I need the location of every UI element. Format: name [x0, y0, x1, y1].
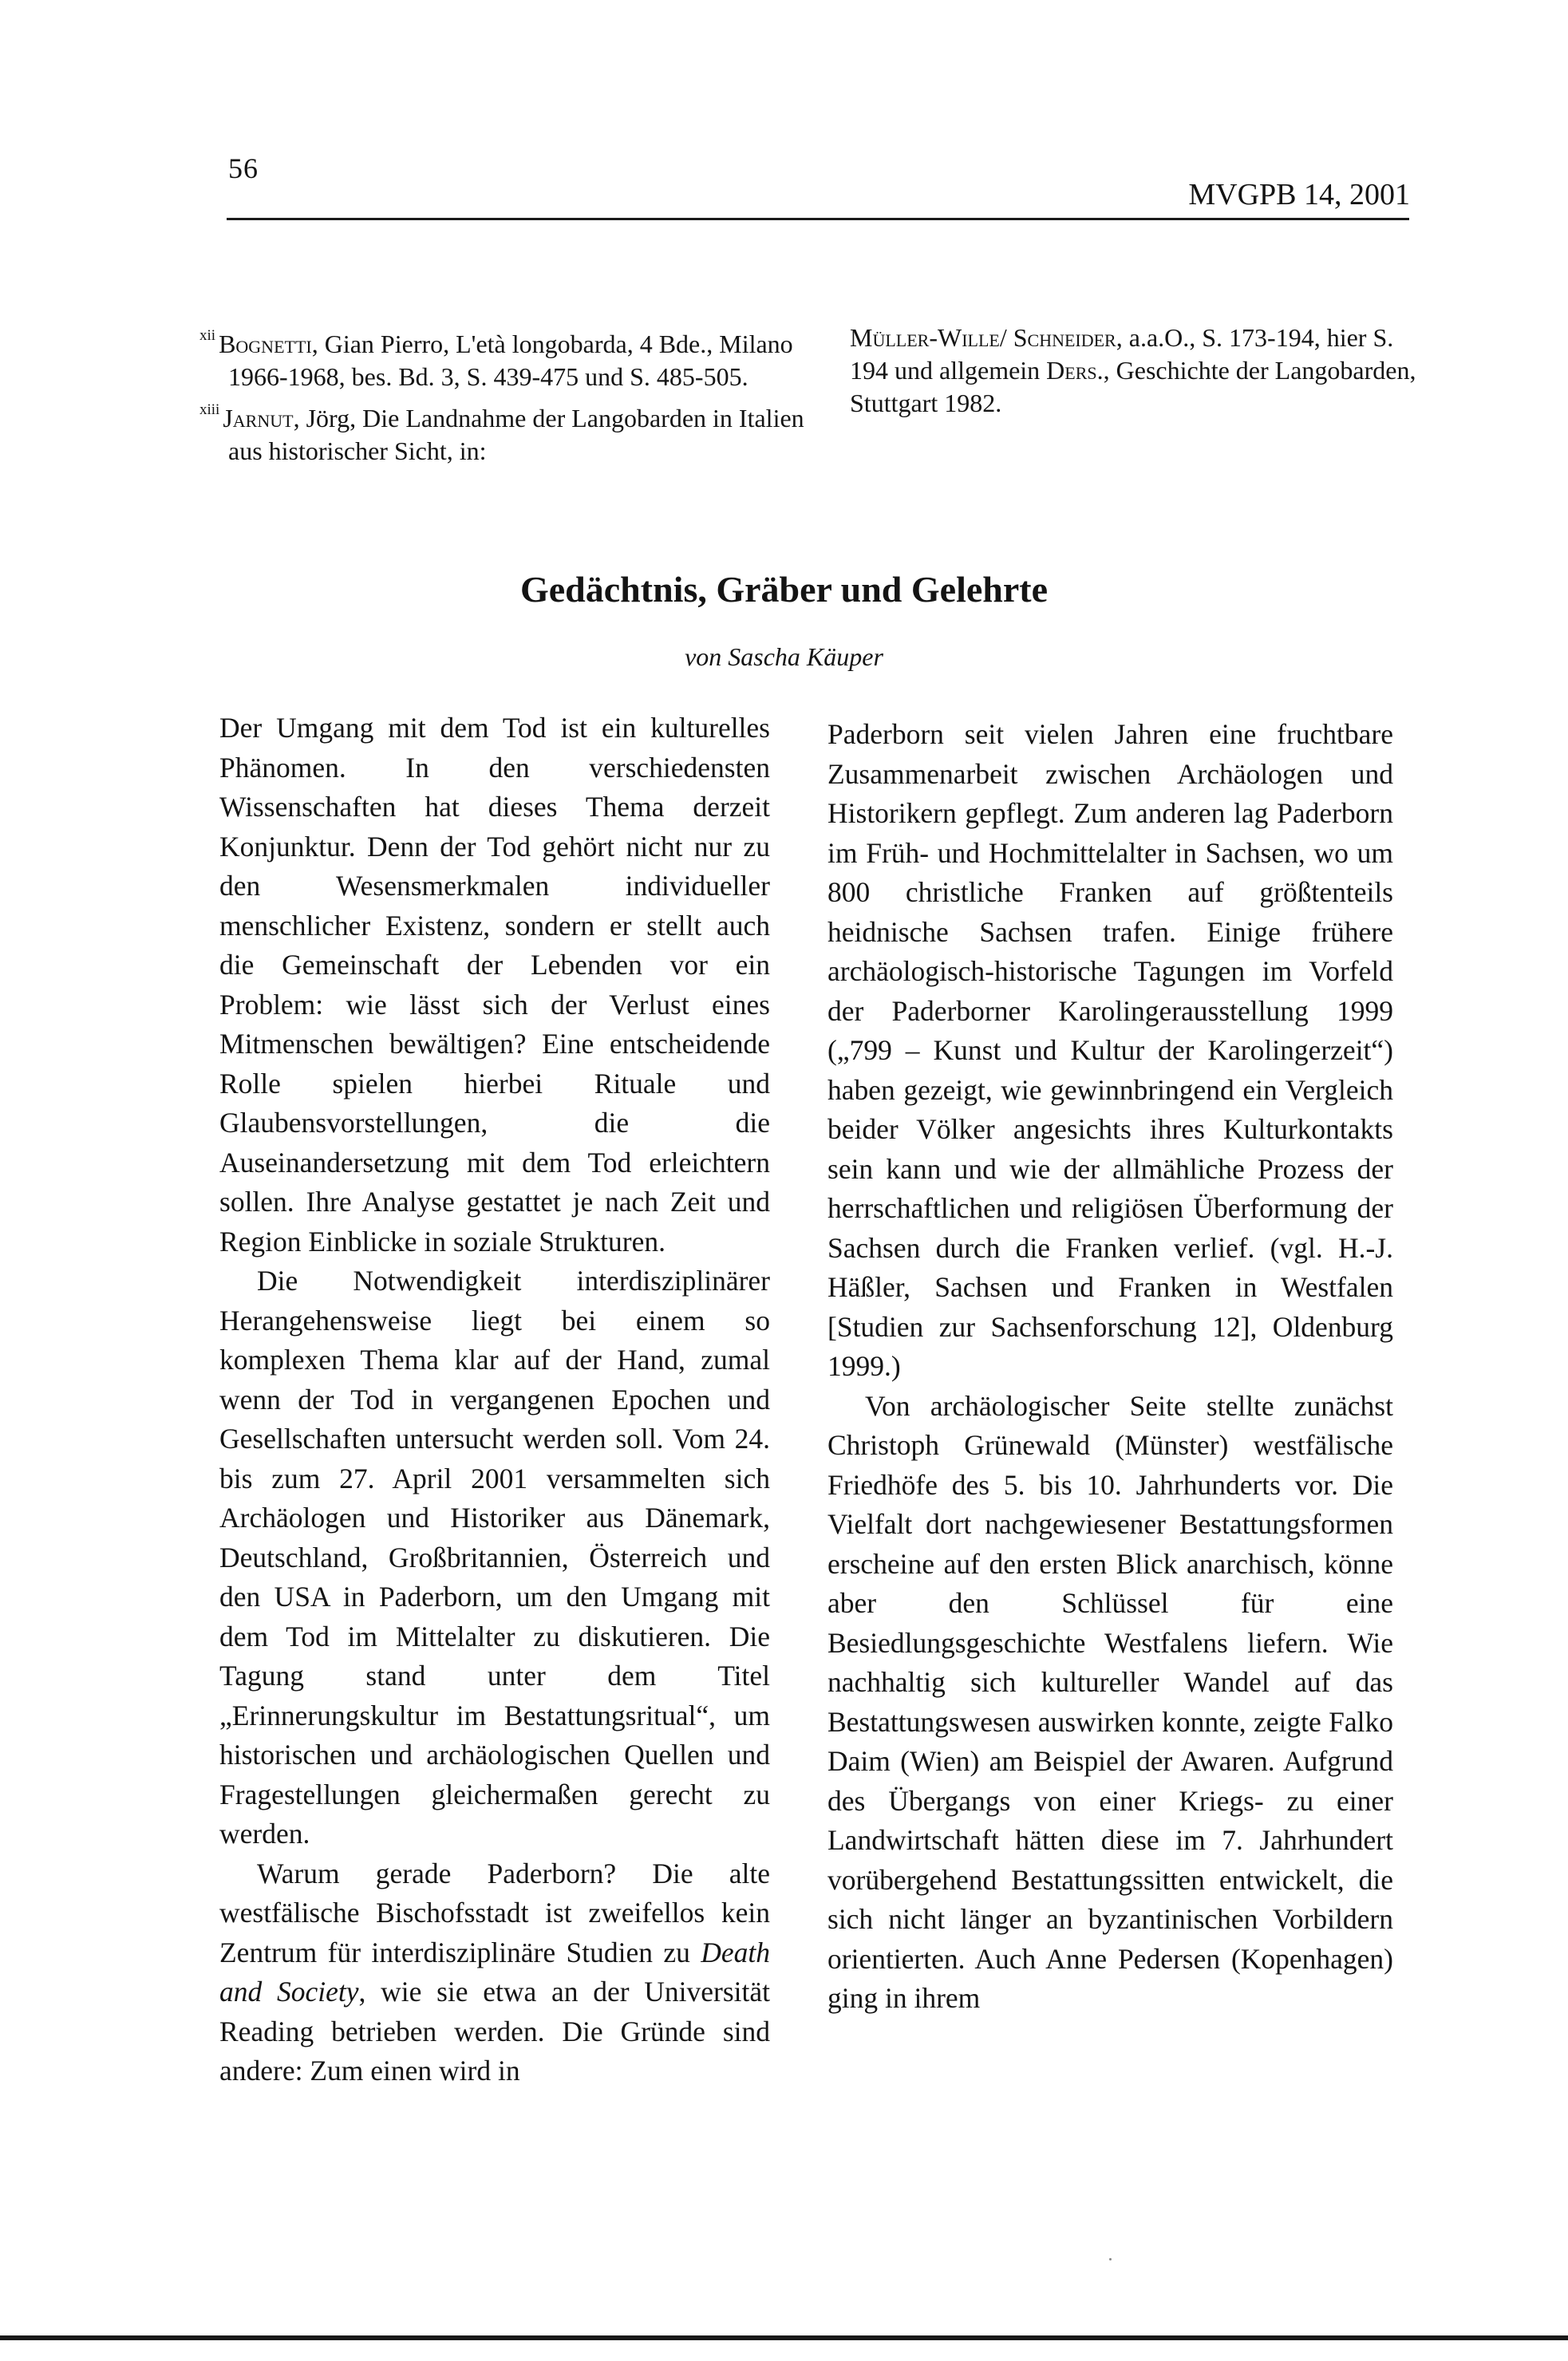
footnotes-right-column: [850, 322, 1424, 420]
paragraph: [219, 1854, 770, 2091]
paragraph: Die Notwendigkeit interdisziplinärer Herangehensweise liegt bei einem so komplexen Thema klar auf der Hand, zumal wenn der Tod in vergangenen Epochen und Gesellschaften untersucht werden soll. Vom 24. bis zum 27. April 2001 versammelten sich Archäologen und Historiker aus Dänemark, Deutschland, Großbritannien, Österreich und den USA in Paderborn, um den Umgang mit dem Tod im Mittelalter zu diskutieren. Die Tagung stand unter dem Titel „Erinnerungskultur im Bestattungsritual“, um historischen und archäologischen Quellen und Fragestellungen gleichermaßen gerecht zu werden.: [219, 1265, 770, 1850]
footnote-text: , Jörg, Die Landnahme der Langobarden in Italien aus historischer Sicht, in:: [228, 404, 804, 465]
footnote-ders: Ders.: [1046, 356, 1104, 385]
footnotes-left-column: [199, 319, 814, 468]
paragraph: Von archäologischer Seite stellte zunächst Christoph Grünewald (Münster) westfälische Friedhöfe des 5. bis 10. Jahrhunderts vor. Die Vielfalt dort nachgewiesener Bestattungsformen erscheine auf den ersten Blick anarchisch, könne aber den Schlüssel für eine Besiedlungsgeschichte Westfalens liefern. Wie nachhaltig sich kultureller Wandel auf das Bestattungswesen auswirken konnte, zeigte Falko Daim (Wien) am Beispiel der Awaren. Aufgrund des Übergangs von einer Kriegs- zu einer Landwirtschaft hätten diese im 7. Jahrhundert vorübergehend Bestattungssitten entwickelt, die sich nicht länger an byzantinischen Vorbildern orientierten. Auch Anne Pedersen (Kopenhagen) ging in ihrem: [827, 1389, 1393, 2014]
footnote-xiii: [199, 393, 814, 468]
journal-reference: MVGPB 14, 2001: [1188, 178, 1410, 211]
paragraph: Der Umgang mit dem Tod ist ein kulturelles Phänomen. In den verschiedensten Wissenschaften hat dieses Thema derzeit Konjunktur. Denn der Tod gehört nicht nur zu den Wesensmerkmalen individueller menschlicher Existenz, sondern er stellt auch die Gemeinschaft der Lebenden vor ein Problem: wie lässt sich der Verlust eines Mitmenschen bewältigen? Eine entscheidende Rolle spielen hierbei Rituale und Glaubensvorstellungen, die die Auseinandersetzung mit dem Tod erleichtern sollen. Ihre Analyse gestattet je nach Zeit und Region Einblicke in soziale Strukturen.: [219, 712, 770, 1257]
footnote-text: , a.a.O., S. 173-194, hier S. 194 und allgemein: [850, 323, 1394, 385]
footnote-text: , Geschichte der Langobarden, Stuttgart 1982.: [850, 356, 1416, 417]
paragraph: Paderborn seit vielen Jahren eine fruchtbare Zusammenarbeit zwischen Archäologen und Historikern gepflegt. Zum anderen lag Paderborn im Früh- und Hochmittelalter in Sachsen, wo um 800 christliche Franken auf größtenteils heidnische Sachsen trafen. Einige frühere archäologisch-historische Tagungen im Vorfeld der Paderborner Karolingerausstellung 1999 („799 – Kunst und Kultur der Karolingerzeit“) haben gezeigt, wie gewinnbringend ein Vergleich beider Völker angesichts ihres Kulturkontakts sein kann und wie der allmähliche Prozess der herrschaftlichen und religiösen Überformung der Sachsen durch die Franken verlief. (vgl. H.-J. Häßler, Sachsen und Franken in Westfalen [Studien zur Sachsenforschung 12], Oldenburg 1999.): [827, 718, 1393, 1382]
footnote-author: Jarnut: [223, 404, 294, 432]
italic-title: Death and Society: [219, 1936, 770, 2008]
paragraph-text: Warum gerade Paderborn? Die alte westfälische Bischofsstadt ist zweifellos kein Zentrum für interdisziplinäre Studien zu: [219, 1857, 770, 1968]
scan-speck: [1109, 2258, 1112, 2260]
footnote-text: , Gian Pierro, L'età longobarda, 4 Bde., Milano 1966-1968, bes. Bd. 3, S. 439-475 und S. 485-505.: [228, 330, 793, 391]
header-rule: [227, 218, 1409, 220]
footnote-marker: xiii: [199, 401, 220, 418]
body-left-column: [219, 709, 770, 2091]
article-byline: von Sascha Käuper: [685, 642, 883, 671]
footnote-authors: Müller-Wille/ Schneider: [850, 323, 1116, 352]
body-right-column: [827, 715, 1393, 2019]
footnote-xii: [199, 319, 814, 393]
footnote-author: Bognetti: [219, 330, 312, 358]
footnote-marker: xii: [199, 327, 216, 344]
paragraph-text: , wie sie etwa an der Universität Reading betrieben werden. Die Gründe sind andere: Zum einen wird in: [219, 1976, 771, 2087]
page-number: 56: [228, 152, 259, 184]
article-title: Gedächtnis, Gräber und Gelehrte: [519, 569, 1049, 610]
scan-bottom-edge: [0, 2335, 1568, 2340]
